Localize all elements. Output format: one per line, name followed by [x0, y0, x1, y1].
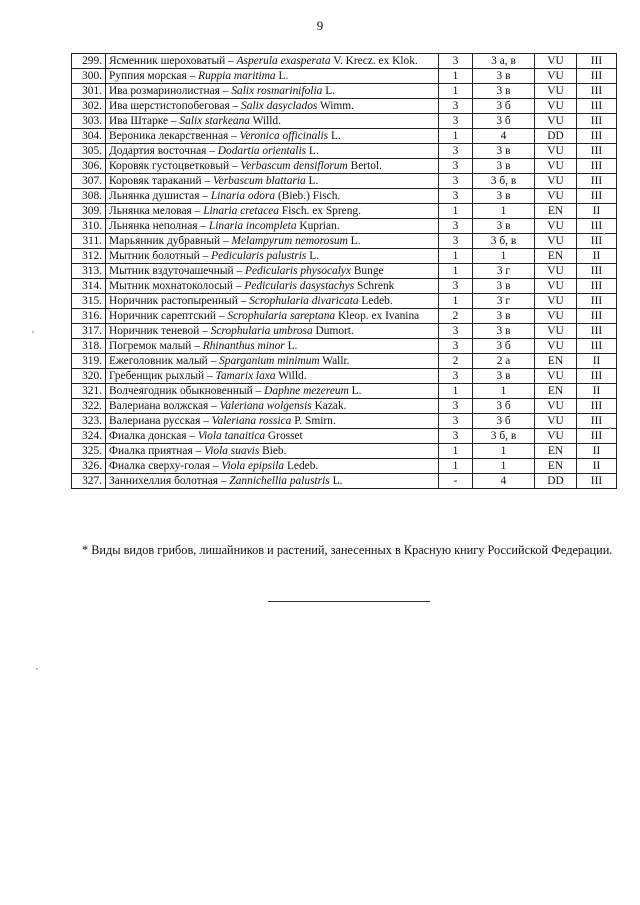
- table-row: [72, 354, 617, 369]
- iucn-status: VU: [535, 144, 577, 159]
- iucn-status: VU: [535, 69, 577, 84]
- subcategory-value: 3 в: [473, 324, 535, 339]
- iucn-status: VU: [535, 54, 577, 69]
- species-russian-name: Фиалка донская –: [109, 430, 198, 442]
- scan-speck: [36, 668, 38, 670]
- category-value: 1: [439, 294, 473, 309]
- species-latin-name: Scrophularia divaricata: [249, 295, 359, 307]
- species-russian-name: Марьянник дубравный –: [109, 235, 232, 247]
- iucn-status: VU: [535, 399, 577, 414]
- row-number: 324.: [72, 429, 106, 444]
- category-value: 1: [439, 264, 473, 279]
- subcategory-value: 3 в: [473, 159, 535, 174]
- species-author: Willd.: [275, 370, 307, 382]
- species-name: [106, 69, 439, 84]
- species-latin-name: Veronica officinalis: [239, 130, 329, 142]
- category-value: 3: [439, 234, 473, 249]
- iucn-status: DD: [535, 474, 577, 489]
- species-latin-name: Viola tanaitica: [197, 430, 266, 442]
- class-value: III: [577, 114, 617, 129]
- species-latin-name: Valeriana wolgensis: [219, 400, 312, 412]
- class-value: III: [577, 339, 617, 354]
- iucn-status: VU: [535, 339, 577, 354]
- row-number: 322.: [72, 399, 106, 414]
- species-russian-name: Фиалка приятная –: [109, 445, 205, 457]
- category-value: 1: [439, 249, 473, 264]
- iucn-status: VU: [535, 99, 577, 114]
- subcategory-value: 1: [473, 459, 535, 474]
- class-value: III: [577, 69, 617, 84]
- species-name: [106, 294, 439, 309]
- subcategory-value: 3 в: [473, 189, 535, 204]
- class-value: II: [577, 204, 617, 219]
- class-value: III: [577, 414, 617, 429]
- species-latin-name: Scrophularia sareptana: [227, 310, 336, 322]
- category-value: 3: [439, 114, 473, 129]
- iucn-status: VU: [535, 234, 577, 249]
- row-number: 323.: [72, 414, 106, 429]
- species-author: L.: [275, 70, 289, 82]
- category-value: 3: [439, 174, 473, 189]
- subcategory-value: 3 б, в: [473, 429, 535, 444]
- subcategory-value: 3 в: [473, 369, 535, 384]
- class-value: II: [577, 459, 617, 474]
- row-number: 326.: [72, 459, 106, 474]
- table-row: [72, 174, 617, 189]
- subcategory-value: 3 б, в: [473, 234, 535, 249]
- table-row: [72, 459, 617, 474]
- species-name: [106, 159, 439, 174]
- row-number: 303.: [72, 114, 106, 129]
- row-number: 312.: [72, 249, 106, 264]
- species-russian-name: Ива розмаринолистная –: [109, 85, 232, 97]
- row-number: 300.: [72, 69, 106, 84]
- category-value: 3: [439, 369, 473, 384]
- table-row: [72, 99, 617, 114]
- category-value: 3: [439, 399, 473, 414]
- species-author: Wimm.: [317, 100, 354, 112]
- species-russian-name: Валериана волжская –: [109, 400, 220, 412]
- class-value: III: [577, 294, 617, 309]
- row-number: 320.: [72, 369, 106, 384]
- table-row: [72, 234, 617, 249]
- row-number: 327.: [72, 474, 106, 489]
- table-row: [72, 54, 617, 69]
- subcategory-value: 3 в: [473, 219, 535, 234]
- footnote: * Виды видов грибов, лишайников и растений, занесенных в Красную книгу Российской Федерации.: [82, 543, 613, 557]
- species-latin-name: Ruppia maritima: [198, 70, 276, 82]
- species-russian-name: Мытник мохнатоколосый –: [109, 280, 245, 292]
- species-name: [106, 234, 439, 249]
- species-name: [106, 84, 439, 99]
- subcategory-value: 3 в: [473, 69, 535, 84]
- species-name: [106, 414, 439, 429]
- species-name: [106, 54, 439, 69]
- species-author: (Bieb.) Fisch.: [275, 190, 341, 202]
- scan-speck: [32, 331, 34, 333]
- table-row: [72, 339, 617, 354]
- class-value: II: [577, 384, 617, 399]
- species-latin-name: Pedicularis palustris: [211, 250, 307, 262]
- table-row: [72, 429, 617, 444]
- category-value: 2: [439, 354, 473, 369]
- class-value: III: [577, 264, 617, 279]
- subcategory-value: 1: [473, 444, 535, 459]
- species-latin-name: Sparganium minimum: [219, 355, 320, 367]
- species-russian-name: Валериана русская –: [109, 415, 212, 427]
- class-value: III: [577, 174, 617, 189]
- table-row: [72, 474, 617, 489]
- class-value: II: [577, 249, 617, 264]
- table-row: [72, 249, 617, 264]
- class-value: III: [577, 144, 617, 159]
- subcategory-value: 3 б: [473, 399, 535, 414]
- table-row: [72, 324, 617, 339]
- species-name: [106, 429, 439, 444]
- species-name: [106, 444, 439, 459]
- category-value: 2: [439, 309, 473, 324]
- species-latin-name: Tamarix laxa: [215, 370, 276, 382]
- iucn-status: VU: [535, 294, 577, 309]
- iucn-status: VU: [535, 114, 577, 129]
- table-row: [72, 264, 617, 279]
- species-name: [106, 99, 439, 114]
- iucn-status: VU: [535, 369, 577, 384]
- class-value: II: [577, 354, 617, 369]
- category-value: 1: [439, 459, 473, 474]
- row-number: 321.: [72, 384, 106, 399]
- iucn-status: VU: [535, 279, 577, 294]
- row-number: 325.: [72, 444, 106, 459]
- subcategory-value: 2 а: [473, 354, 535, 369]
- table-row: [72, 414, 617, 429]
- table-row: [72, 84, 617, 99]
- species-latin-name: Zannichellia palustris: [229, 475, 330, 487]
- species-author: Willd.: [249, 115, 281, 127]
- subcategory-value: 1: [473, 249, 535, 264]
- class-value: III: [577, 84, 617, 99]
- category-value: -: [439, 474, 473, 489]
- class-value: III: [577, 129, 617, 144]
- species-name: [106, 324, 439, 339]
- subcategory-value: 3 б: [473, 114, 535, 129]
- iucn-status: VU: [535, 159, 577, 174]
- subcategory-value: 3 б: [473, 339, 535, 354]
- species-author: Fisch. ex Spreng.: [279, 205, 361, 217]
- class-value: III: [577, 399, 617, 414]
- row-number: 311.: [72, 234, 106, 249]
- row-number: 299.: [72, 54, 106, 69]
- species-russian-name: Фиалка сверху-голая –: [109, 460, 222, 472]
- species-russian-name: Ясменник шероховатый –: [109, 55, 237, 67]
- species-latin-name: Linaria incompleta: [208, 220, 297, 232]
- category-value: 1: [439, 204, 473, 219]
- table-row: [72, 114, 617, 129]
- species-latin-name: Viola epipsila: [221, 460, 285, 472]
- species-russian-name: Мытник болотный –: [109, 250, 212, 262]
- species-russian-name: Коровяк тараканий –: [109, 175, 213, 187]
- species-table: [71, 53, 617, 489]
- species-name: [106, 249, 439, 264]
- row-number: 307.: [72, 174, 106, 189]
- species-name: [106, 309, 439, 324]
- species-name: [106, 459, 439, 474]
- table-row: [72, 129, 617, 144]
- iucn-status: VU: [535, 219, 577, 234]
- species-author: L.: [329, 475, 343, 487]
- species-name: [106, 279, 439, 294]
- species-name: [106, 189, 439, 204]
- row-number: 306.: [72, 159, 106, 174]
- subcategory-value: 3 в: [473, 84, 535, 99]
- category-value: 1: [439, 129, 473, 144]
- iucn-status: VU: [535, 324, 577, 339]
- species-author: Schrenk: [354, 280, 395, 292]
- table-row: [72, 279, 617, 294]
- species-author: Wallr.: [319, 355, 350, 367]
- category-value: 3: [439, 429, 473, 444]
- subcategory-value: 3 г: [473, 264, 535, 279]
- table-row: [72, 444, 617, 459]
- class-value: III: [577, 279, 617, 294]
- species-latin-name: Salix starkeana: [179, 115, 250, 127]
- table-row: [72, 69, 617, 84]
- divider-line: [268, 601, 430, 602]
- row-number: 318.: [72, 339, 106, 354]
- species-name: [106, 264, 439, 279]
- iucn-status: EN: [535, 204, 577, 219]
- class-value: II: [577, 444, 617, 459]
- species-latin-name: Dodartia orientalis: [217, 145, 307, 157]
- species-author: Dumort.: [312, 325, 354, 337]
- class-value: III: [577, 474, 617, 489]
- iucn-status: EN: [535, 249, 577, 264]
- species-author: Kuprian.: [296, 220, 340, 232]
- row-number: 308.: [72, 189, 106, 204]
- species-author: L.: [322, 85, 335, 97]
- species-name: [106, 399, 439, 414]
- class-value: III: [577, 324, 617, 339]
- species-latin-name: Valeriana rossica: [211, 415, 292, 427]
- species-author: V. Krecz. ex Klok.: [330, 55, 418, 67]
- species-name: [106, 339, 439, 354]
- iucn-status: EN: [535, 354, 577, 369]
- class-value: III: [577, 369, 617, 384]
- species-latin-name: Verbascum blattaria: [212, 175, 306, 187]
- subcategory-value: 1: [473, 384, 535, 399]
- subcategory-value: 4: [473, 129, 535, 144]
- iucn-status: EN: [535, 444, 577, 459]
- species-latin-name: Salix rosmarinifolia: [231, 85, 323, 97]
- subcategory-value: 4: [473, 474, 535, 489]
- species-russian-name: Мытник вздуточашечный –: [109, 265, 246, 277]
- row-number: 305.: [72, 144, 106, 159]
- iucn-status: VU: [535, 189, 577, 204]
- species-latin-name: Verbascum densiflorum: [240, 160, 348, 172]
- species-name: [106, 144, 439, 159]
- class-value: III: [577, 159, 617, 174]
- table-row: [72, 309, 617, 324]
- species-name: [106, 219, 439, 234]
- species-table-body: [72, 54, 617, 489]
- class-value: III: [577, 189, 617, 204]
- species-author: L.: [328, 130, 341, 142]
- species-russian-name: Норичник растопыренный –: [109, 295, 250, 307]
- species-author: L.: [305, 175, 319, 187]
- table-row: [72, 384, 617, 399]
- species-russian-name: Руппия морская –: [109, 70, 199, 82]
- species-russian-name: Льнянка меловая –: [109, 205, 204, 217]
- row-number: 309.: [72, 204, 106, 219]
- species-russian-name: Додартия восточная –: [109, 145, 218, 157]
- species-russian-name: Ива шерстистопобеговая –: [109, 100, 242, 112]
- category-value: 3: [439, 324, 473, 339]
- row-number: 316.: [72, 309, 106, 324]
- row-number: 317.: [72, 324, 106, 339]
- category-value: 3: [439, 99, 473, 114]
- species-author: P. Smirn.: [291, 415, 336, 427]
- iucn-status: VU: [535, 309, 577, 324]
- category-value: 3: [439, 219, 473, 234]
- row-number: 302.: [72, 99, 106, 114]
- table-row: [72, 369, 617, 384]
- species-latin-name: Melampyrum nemorosum: [231, 235, 348, 247]
- species-name: [106, 369, 439, 384]
- subcategory-value: 3 б, в: [473, 174, 535, 189]
- category-value: 3: [439, 189, 473, 204]
- species-name: [106, 384, 439, 399]
- species-author: L.: [306, 145, 319, 157]
- species-russian-name: Норичник теневой –: [109, 325, 211, 337]
- species-name: [106, 354, 439, 369]
- row-number: 304.: [72, 129, 106, 144]
- species-author: Ledeb.: [358, 295, 393, 307]
- category-value: 3: [439, 54, 473, 69]
- species-latin-name: Pedicularis physocalyx: [245, 265, 351, 277]
- iucn-status: EN: [535, 384, 577, 399]
- row-number: 310.: [72, 219, 106, 234]
- table-row: [72, 189, 617, 204]
- species-author: L.: [347, 235, 361, 247]
- species-latin-name: Scrophularia umbrosa: [210, 325, 313, 337]
- iucn-status: EN: [535, 459, 577, 474]
- row-number: 314.: [72, 279, 106, 294]
- subcategory-value: 3 б: [473, 414, 535, 429]
- category-value: 3: [439, 159, 473, 174]
- species-russian-name: Ежеголовник малый –: [109, 355, 220, 367]
- species-author: Bunge: [350, 265, 384, 277]
- class-value: III: [577, 99, 617, 114]
- category-value: 1: [439, 69, 473, 84]
- iucn-status: VU: [535, 264, 577, 279]
- subcategory-value: 3 г: [473, 294, 535, 309]
- subcategory-value: 3 б: [473, 99, 535, 114]
- species-russian-name: Коровяк густоцветковый –: [109, 160, 241, 172]
- iucn-status: DD: [535, 129, 577, 144]
- category-value: 3: [439, 279, 473, 294]
- table-row: [72, 204, 617, 219]
- scan-speck: [609, 427, 611, 429]
- row-number: 301.: [72, 84, 106, 99]
- species-author: Grosset: [265, 430, 303, 442]
- species-latin-name: Salix dasyclados: [241, 100, 318, 112]
- species-latin-name: Pedicularis dasystachys: [244, 280, 355, 292]
- species-latin-name: Linaria odora: [210, 190, 276, 202]
- species-russian-name: Норичник сарептский –: [109, 310, 228, 322]
- species-latin-name: Linaria cretacea: [203, 205, 280, 217]
- species-author: Kazak.: [311, 400, 347, 412]
- species-author: Ledeb.: [284, 460, 319, 472]
- species-author: Bertol.: [347, 160, 382, 172]
- species-name: [106, 474, 439, 489]
- scan-speck: [603, 233, 605, 235]
- table-row: [72, 399, 617, 414]
- class-value: III: [577, 54, 617, 69]
- row-number: 319.: [72, 354, 106, 369]
- species-author: Bieb.: [259, 445, 287, 457]
- subcategory-value: 3 в: [473, 309, 535, 324]
- species-author: L.: [306, 250, 320, 262]
- category-value: 1: [439, 84, 473, 99]
- species-russian-name: Льнянка неполная –: [109, 220, 209, 232]
- species-latin-name: Viola suavis: [204, 445, 260, 457]
- table-row: [72, 219, 617, 234]
- page-number: 9: [316, 18, 324, 33]
- species-russian-name: Погремок малый –: [109, 340, 203, 352]
- class-value: III: [577, 309, 617, 324]
- species-name: [106, 204, 439, 219]
- iucn-status: VU: [535, 84, 577, 99]
- table-row: [72, 144, 617, 159]
- category-value: 3: [439, 339, 473, 354]
- species-name: [106, 174, 439, 189]
- category-value: 1: [439, 384, 473, 399]
- species-latin-name: Asperula exasperata: [236, 55, 331, 67]
- species-russian-name: Волчеягодник обыкновенный –: [109, 385, 265, 397]
- species-russian-name: Гребенщик рыхлый –: [109, 370, 216, 382]
- species-russian-name: Льнянка душистая –: [109, 190, 211, 202]
- category-value: 3: [439, 414, 473, 429]
- iucn-status: VU: [535, 174, 577, 189]
- subcategory-value: 3 в: [473, 279, 535, 294]
- class-value: III: [577, 219, 617, 234]
- iucn-status: VU: [535, 414, 577, 429]
- table-row: [72, 159, 617, 174]
- species-latin-name: Daphne mezereum: [264, 385, 349, 397]
- table-row: [72, 294, 617, 309]
- subcategory-value: 1: [473, 204, 535, 219]
- class-value: III: [577, 234, 617, 249]
- species-author: L.: [284, 340, 298, 352]
- iucn-status: VU: [535, 429, 577, 444]
- class-value: III: [577, 429, 617, 444]
- species-russian-name: Заннихеллия болотная –: [109, 475, 230, 487]
- species-author: Kleop. ex Ivanina: [335, 310, 420, 322]
- species-russian-name: Ива Штарке –: [109, 115, 180, 127]
- species-author: L.: [348, 385, 362, 397]
- species-russian-name: Вероника лекарственная –: [109, 130, 240, 142]
- species-name: [106, 129, 439, 144]
- species-name: [106, 114, 439, 129]
- row-number: 313.: [72, 264, 106, 279]
- category-value: 1: [439, 444, 473, 459]
- row-number: 315.: [72, 294, 106, 309]
- subcategory-value: 3 а, в: [473, 54, 535, 69]
- category-value: 3: [439, 144, 473, 159]
- subcategory-value: 3 в: [473, 144, 535, 159]
- species-latin-name: Rhinanthus minor: [202, 340, 285, 352]
